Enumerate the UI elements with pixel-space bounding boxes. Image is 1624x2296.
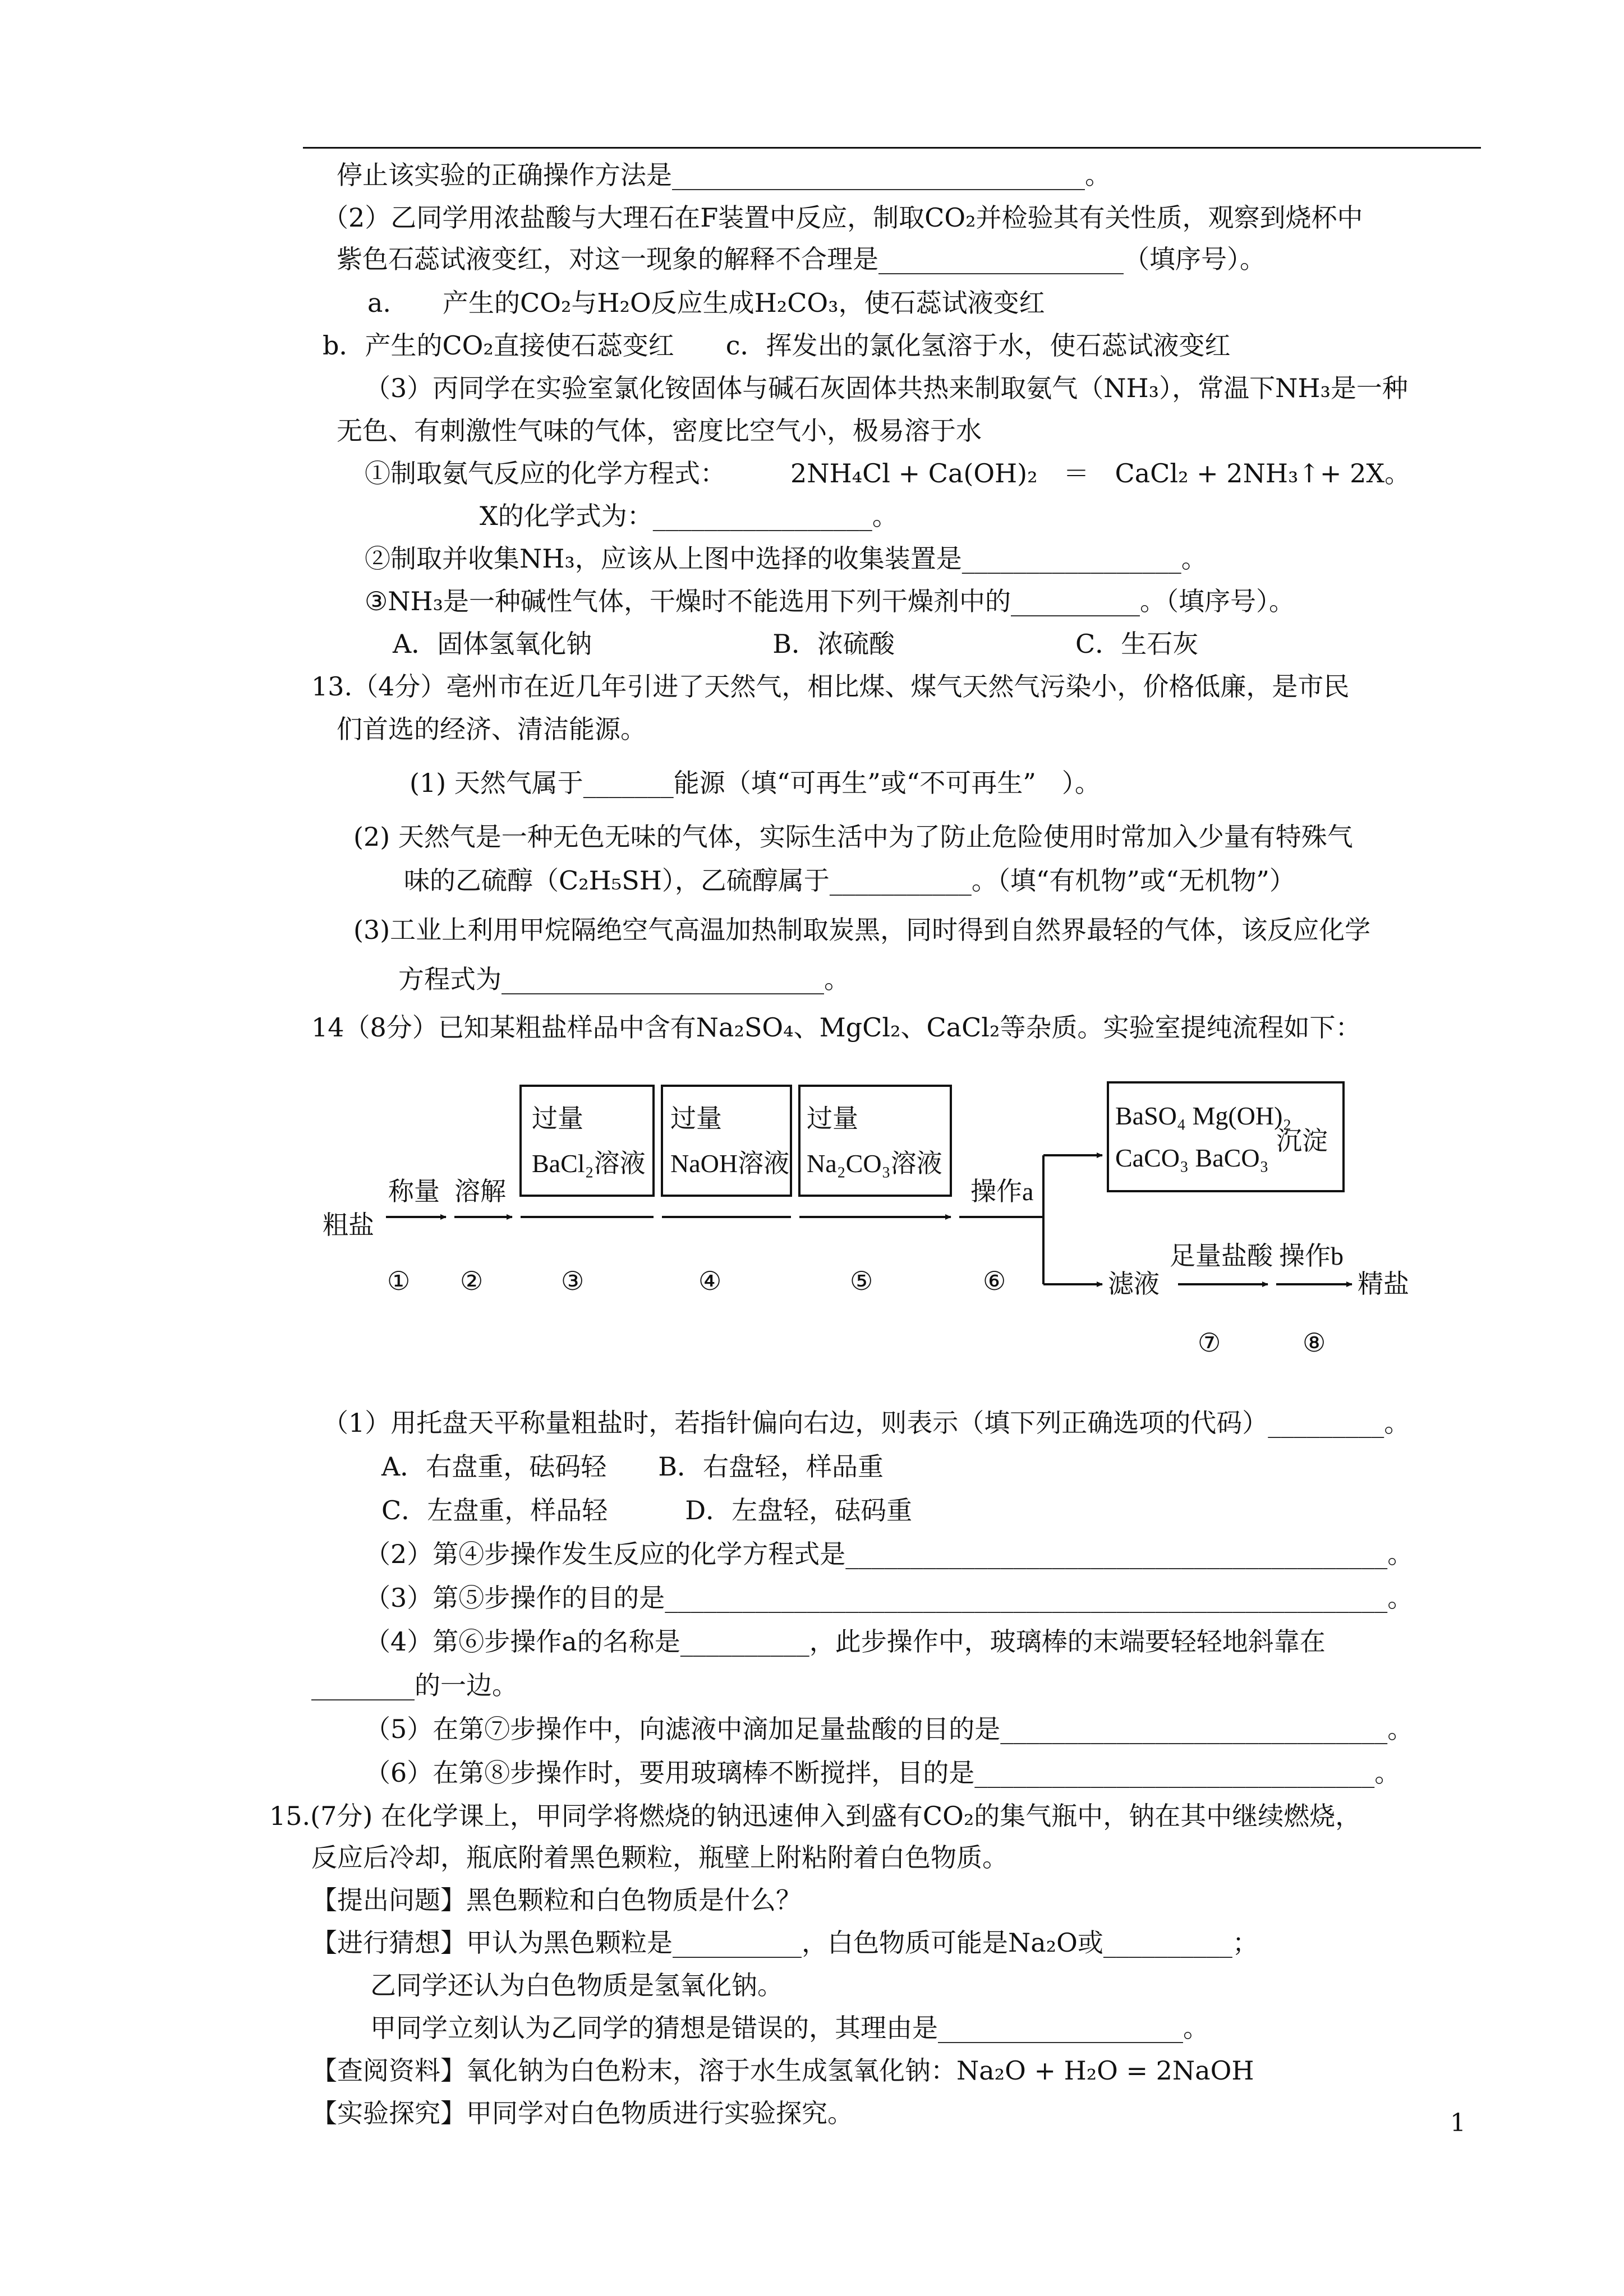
header-rule <box>303 147 1481 149</box>
text-line: (2) 天然气是一种无色无味的气体，实际生活中为了防止危险使用时常加入少量有特殊气 <box>353 822 1353 852</box>
box1-line1: 过量 <box>532 1104 583 1133</box>
text-line: 14（8分）已知某粗盐样品中含有Na₂SO₄、MgCl₂、CaCl₂等杂质。实验室提纯流程如下： <box>311 1012 1361 1043</box>
text-line: （5）在第⑦步操作中，向滤液中滴加足量盐酸的目的是______________________________。 <box>365 1714 1414 1744</box>
text-line: 13.（4分）亳州市在近几年引进了天然气，相比煤、煤气天然气污染小，价格低廉，是市民 <box>311 671 1350 702</box>
purification-flowchart <box>303 1066 1481 1380</box>
precipitate-line2: CaCO₃ BaCO₃ <box>1115 1144 1269 1172</box>
step-num: ⑧ <box>1303 1329 1326 1357</box>
text-line: （2）第④步操作发生反应的化学方程式是__________________________________________。 <box>365 1539 1414 1569</box>
text-line: （6）在第⑧步操作时，要用玻璃棒不断搅拌，目的是_______________________________。 <box>365 1758 1401 1788</box>
flow-step7: 足量盐酸 <box>1170 1242 1273 1270</box>
text-line: 停止该实验的正确操作方法是________________________________。 <box>337 160 1111 190</box>
text-line: ②制取并收集NH₃，应该从上图中选择的收集装置是_________________。 <box>365 543 1207 574</box>
box2-line2: NaOH溶液 <box>670 1149 790 1178</box>
text-line: A．右盘重，砝码轻 B．右盘轻，样品重 <box>381 1451 884 1482</box>
box1-line2: BaCl₂溶液 <box>532 1149 646 1178</box>
flow-filtrate: 滤液 <box>1108 1270 1160 1298</box>
text-line: X的化学式为：_________________。 <box>480 501 898 531</box>
text-line: ③NH₃是一种碱性气体，干燥时不能选用下列干燥剂中的__________。（填序号）。 <box>365 586 1295 616</box>
text-line: （3）丙同学在实验室氯化铵固体与碱石灰固体共热来制取氨气（NH₃），常温下NH₃是一种 <box>365 373 1408 403</box>
text-line: 紫色石蕊试液变红，对这一现象的解释不合理是___________________（填序号）。 <box>337 244 1266 274</box>
step-num: ① <box>387 1267 411 1295</box>
flow-step6: 操作a <box>970 1177 1034 1206</box>
flow-step1: 称量 <box>388 1177 440 1206</box>
flow-step2: 溶解 <box>454 1177 506 1206</box>
text-line: ________的一边。 <box>311 1670 518 1700</box>
text-line: 们首选的经济、清洁能源。 <box>337 714 646 744</box>
text-line: （1）用托盘天平称量粗盐时，若指针偏向右边，则表示（填下列正确选项的代码）_________。 <box>323 1408 1410 1438</box>
text-line: 【提出问题】黑色颗粒和白色物质是什么？ <box>311 1885 802 1915</box>
step-num: ② <box>460 1267 484 1295</box>
text-line: 无色、有刺激性气味的气体，密度比空气小，极易溶于水 <box>337 416 982 446</box>
text-line: (1) 天然气属于_______能源（填“可再生”或“不可再生” ）。 <box>410 768 1101 798</box>
text-line: 【查阅资料】氧化钠为白色粉末，溶于水生成氢氧化钠：Na₂O + H₂O = 2NaOH <box>311 2055 1254 2086</box>
flow-start: 粗盐 <box>323 1211 374 1239</box>
box3-line2: Na₂CO₃溶液 <box>807 1149 942 1178</box>
text-line: 反应后冷却，瓶底附着黑色颗粒，瓶壁上附粘附着白色物质。 <box>311 1842 1008 1873</box>
step-num: ④ <box>698 1267 722 1295</box>
text-line: 方程式为_________________________。 <box>398 964 850 994</box>
step-num: ⑦ <box>1198 1329 1221 1357</box>
reagent-box-naoh <box>662 1086 791 1196</box>
text-line: A．固体氢氧化钠 B．浓硫酸 C．生石灰 <box>393 629 1199 659</box>
text-line: 【进行猜想】甲认为黑色颗粒是__________，白色物质可能是Na₂O或__________； <box>311 1928 1258 1958</box>
reagent-box-na2co3 <box>799 1086 951 1196</box>
text-line: 味的乙硫醇（C₂H₅SH），乙硫醇属于___________。（填“有机物”或“无机物”） <box>404 865 1295 896</box>
text-line: （3）第⑤步操作的目的是________________________________________________________。 <box>365 1583 1414 1613</box>
flow-end: 精盐 <box>1358 1270 1409 1298</box>
flow-step8: 操作b <box>1279 1242 1344 1270</box>
reagent-box-bacl2 <box>521 1086 654 1196</box>
precipitate-label: 沉淀 <box>1276 1127 1328 1155</box>
text-line: a. 产生的CO₂与H₂O反应生成H₂CO₃，使石蕊试液变红 <box>367 288 1045 318</box>
precipitate-line1: BaSO₄ Mg(OH)₂ <box>1115 1101 1292 1130</box>
text-line: 甲同学立刻认为乙同学的猜想是错误的，其理由是___________________。 <box>370 2013 1209 2043</box>
text-line: 乙同学还认为白色物质是氢氧化钠。 <box>370 1970 783 2000</box>
text-line: (3)工业上利用甲烷隔绝空气高温加热制取炭黑，同时得到自然界最轻的气体，该反应化学 <box>353 915 1371 945</box>
step-num: ⑤ <box>850 1267 873 1295</box>
box2-line1: 过量 <box>670 1104 722 1133</box>
step-num: ③ <box>561 1267 585 1295</box>
box3-line1: 过量 <box>807 1104 858 1133</box>
page-number: 1 <box>1450 2109 1466 2137</box>
text-line: （2）乙同学用浓盐酸与大理石在F装置中反应，制取CO₂并检验其有关性质，观察到烧杯中 <box>323 202 1363 233</box>
text-line: （4）第⑥步操作a的名称是__________，此步操作中，玻璃棒的末端要轻轻地斜靠在 <box>365 1626 1326 1657</box>
text-line: 15.(7分) 在化学课上，甲同学将燃烧的钠迅速伸入到盛有CO₂的集气瓶中，钠在其中继续燃烧， <box>269 1801 1361 1831</box>
text-line: 【实验探究】甲同学对白色物质进行实验探究。 <box>311 2098 853 2128</box>
text-line: C．左盘重，样品轻 D．左盘轻，砝码重 <box>381 1495 913 1525</box>
step-num: ⑥ <box>983 1267 1006 1295</box>
text-line: b．产生的CO₂直接使石蕊变红 c．挥发出的氯化氢溶于水，使石蕊试液变红 <box>323 330 1231 361</box>
text-line: ①制取氨气反应的化学方程式： 2NH₄Cl + Ca(OH)₂ ＝ CaCl₂ + 2NH₃↑+ 2X。 <box>365 458 1411 488</box>
